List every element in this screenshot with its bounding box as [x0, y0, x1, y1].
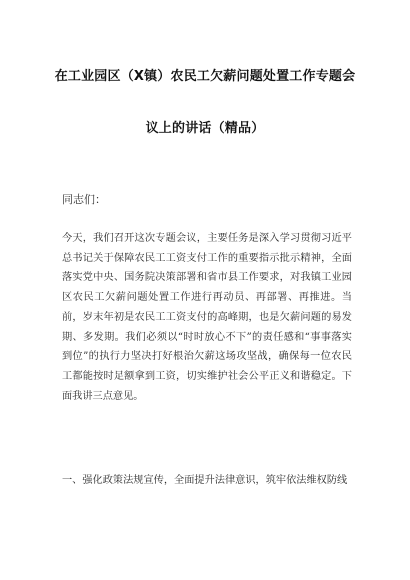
- document-title-line-2: 议上的讲话（精品）: [145, 121, 265, 136]
- salutation: 同志们：: [62, 193, 106, 206]
- body-paragraph-intro: 今天，我们召开这次专题会议，主要任务是深入学习贯彻习近平总书记关于保障农民工工资支付工作的重要指示批示精神，全面落实党中央、国务院决策部署和省市县工作要求，对我镇工业园区农民工欠薪问题处置工作进行再动员、再部署、再推进。当前，岁末年初是农民工工资支付的高峰期，也是欠薪问题的易发期、多发期。我们必须以“时时放心不下”的责任感和“事事落实到位”的执行力坚决打好根治欠薪这场攻坚战，确保每一位农民工都能按时足额拿到工资，切实维护社会公平正义和谐稳定。下面我讲三点意见。: [62, 233, 352, 402]
- section-heading-1: 一、强化政策法规宣传，全面提升法律意识，筑牢依法维权防线: [62, 475, 348, 486]
- document-title-line-1: 在工业园区（X镇）农民工欠薪问题处置工作专题会: [54, 69, 356, 84]
